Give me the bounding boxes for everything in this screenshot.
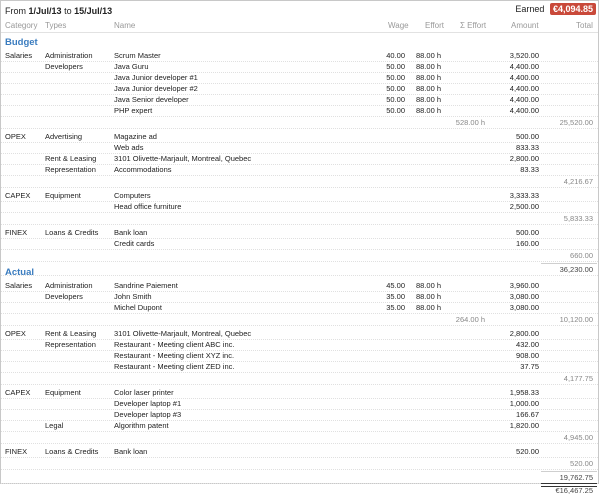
effort-cell: 88.00 h	[415, 62, 441, 71]
col-effort[interactable]: Effort	[425, 21, 444, 30]
wage-cell: 45.00	[386, 281, 405, 290]
amount-cell: 1,000.00	[509, 399, 539, 408]
row-divider	[1, 201, 598, 202]
row-divider	[1, 105, 598, 106]
type-cell: Equipment	[45, 388, 81, 397]
subtotal-rule	[541, 263, 597, 264]
amount-cell: 833.33	[516, 143, 539, 152]
column-headers	[1, 19, 598, 33]
name-cell: Algorithm patent	[114, 421, 169, 430]
earned-summary	[515, 3, 596, 17]
subtotal-value: 520.00	[570, 459, 593, 468]
type-cell: Legal	[45, 421, 64, 430]
name-cell: 3101 Olivette-Marjault, Montreal, Quebec	[114, 154, 252, 163]
amount-cell: 500.00	[516, 228, 539, 237]
row-divider	[1, 313, 598, 314]
col-name[interactable]: Name	[114, 21, 136, 30]
row-divider	[1, 261, 598, 262]
category-cell: CAPEX	[5, 191, 31, 200]
amount-cell: 160.00	[516, 239, 539, 248]
category-cell: Salaries	[5, 281, 33, 290]
wage-cell: 50.00	[386, 106, 405, 115]
amount-cell: 83.33	[520, 165, 539, 174]
name-cell: 3101 Olivette-Marjault, Montreal, Quebec	[114, 329, 252, 338]
col-total[interactable]: Total	[576, 21, 593, 30]
name-cell: Michel Dupont	[114, 303, 162, 312]
name-cell: John Smith	[114, 292, 152, 301]
name-cell: PHP expert	[114, 106, 153, 115]
row-divider	[1, 116, 598, 117]
wage-cell: 50.00	[386, 95, 405, 104]
name-cell: Bank loan	[114, 447, 148, 456]
subtotal-value: 5,833.33	[563, 214, 593, 223]
type-cell: Rent & Leasing	[45, 154, 97, 163]
amount-cell: 37.75	[520, 362, 539, 371]
name-cell: Java Junior developer #1	[114, 73, 198, 82]
row-divider	[1, 128, 598, 129]
row-divider	[1, 420, 598, 421]
name-cell: Accommodations	[114, 165, 172, 174]
row-divider	[1, 431, 598, 432]
effort-cell: 88.00 h	[415, 303, 441, 312]
row-divider	[1, 469, 598, 470]
date-range	[5, 6, 112, 16]
final-total: €16,467.25	[555, 486, 593, 495]
wage-cell: 50.00	[386, 62, 405, 71]
name-cell: Restaurant - Meeting client ZED inc.	[114, 362, 235, 371]
name-cell: Sandrine Paiement	[114, 281, 178, 290]
type-cell: Representation	[45, 340, 96, 349]
type-cell: Loans & Credits	[45, 228, 99, 237]
category-cell: CAPEX	[5, 388, 31, 397]
amount-cell: 2,800.00	[509, 154, 539, 163]
type-cell: Administration	[45, 281, 93, 290]
row-divider	[1, 483, 598, 484]
name-cell: Java Senior developer	[114, 95, 189, 104]
effort-cell: 88.00 h	[415, 292, 441, 301]
name-cell: Credit cards	[114, 239, 155, 248]
category-cell: Salaries	[5, 51, 33, 60]
actual-section-title: Actual	[5, 267, 35, 278]
amount-cell: 3,080.00	[509, 292, 539, 301]
name-cell: Head office furniture	[114, 202, 182, 211]
row-divider	[1, 142, 598, 143]
wage-cell: 50.00	[386, 84, 405, 93]
name-cell: Java Junior developer #2	[114, 84, 198, 93]
subtotal-rule	[541, 471, 597, 472]
name-cell: Java Guru	[114, 62, 149, 71]
amount-cell: 166.67	[516, 410, 539, 419]
col-amount[interactable]: Amount	[511, 21, 539, 30]
to-date[interactable]: 15/Jul/13	[74, 6, 113, 16]
row-divider	[1, 457, 598, 458]
name-cell: Magazine ad	[114, 132, 157, 141]
row-divider	[1, 361, 598, 362]
wage-cell: 50.00	[386, 73, 405, 82]
name-cell: Developer laptop #1	[114, 399, 182, 408]
effort-cell: 88.00 h	[415, 95, 441, 104]
wage-cell: 40.00	[386, 51, 405, 60]
subtotal-value: 4,177.75	[563, 374, 593, 383]
amount-cell: 4,400.00	[509, 95, 539, 104]
sum-effort: 528.00 h	[455, 118, 485, 127]
type-cell: Representation	[45, 165, 96, 174]
row-divider	[1, 384, 598, 385]
amount-cell: 4,400.00	[509, 106, 539, 115]
row-divider	[1, 72, 598, 73]
row-divider	[1, 398, 598, 399]
amount-cell: 500.00	[516, 132, 539, 141]
row-divider	[1, 83, 598, 84]
row-divider	[1, 175, 598, 176]
section-total: 19,762.75	[559, 473, 593, 482]
amount-cell: 4,400.00	[509, 62, 539, 71]
subtotal-value: 660.00	[570, 251, 593, 260]
row-divider	[1, 350, 598, 351]
name-cell: Color laser printer	[114, 388, 174, 397]
row-divider	[1, 238, 598, 239]
from-label: From	[5, 6, 26, 16]
category-cell: FINEX	[5, 447, 28, 456]
row-divider	[1, 187, 598, 188]
col-sum-effort[interactable]: Σ Effort	[460, 21, 487, 30]
sum-effort: 264.00 h	[455, 315, 485, 324]
col-wage[interactable]: Wage	[388, 21, 409, 30]
amount-cell: 1,820.00	[509, 421, 539, 430]
type-cell: Rent & Leasing	[45, 329, 97, 338]
row-divider	[1, 249, 598, 250]
amount-cell: 4,400.00	[509, 84, 539, 93]
row-divider	[1, 302, 598, 303]
name-cell: Scrum Master	[114, 51, 161, 60]
amount-cell: 3,080.00	[509, 303, 539, 312]
type-cell: Advertising	[45, 132, 83, 141]
category-cell: OPEX	[5, 132, 26, 141]
name-cell: Restaurant - Meeting client XYZ inc.	[114, 351, 235, 360]
name-cell: Bank loan	[114, 228, 148, 237]
row-divider	[1, 212, 598, 213]
effort-cell: 88.00 h	[415, 73, 441, 82]
earned-badge: €4,094.85	[550, 3, 596, 15]
amount-cell: 1,958.33	[509, 388, 539, 397]
row-divider	[1, 372, 598, 373]
type-cell: Developers	[45, 292, 83, 301]
effort-cell: 88.00 h	[415, 84, 441, 93]
effort-cell: 88.00 h	[415, 51, 441, 60]
section-total: 36,230.00	[559, 265, 593, 274]
to-label: to	[64, 6, 72, 16]
name-cell: Developer laptop #3	[114, 410, 182, 419]
amount-cell: 3,333.33	[509, 191, 539, 200]
type-cell: Loans & Credits	[45, 447, 99, 456]
type-cell: Equipment	[45, 191, 81, 200]
amount-cell: 3,960.00	[509, 281, 539, 290]
row-divider	[1, 275, 598, 276]
budget-section-title: Budget	[5, 37, 38, 48]
col-category[interactable]: Category	[5, 21, 38, 30]
row-divider	[1, 224, 598, 225]
amount-cell: 2,800.00	[509, 329, 539, 338]
name-cell: Computers	[114, 191, 151, 200]
type-cell: Administration	[45, 51, 93, 60]
amount-cell: 4,400.00	[509, 73, 539, 82]
name-cell: Web ads	[114, 143, 144, 152]
amount-cell: 2,500.00	[509, 202, 539, 211]
earned-label: Earned	[515, 4, 545, 14]
category-cell: OPEX	[5, 329, 26, 338]
row-divider	[1, 443, 598, 444]
subtotal-value: 25,520.00	[559, 118, 593, 127]
name-cell: Restaurant - Meeting client ABC inc.	[114, 340, 235, 349]
amount-cell: 432.00	[516, 340, 539, 349]
type-cell: Developers	[45, 62, 83, 71]
row-divider	[1, 291, 598, 292]
report-header	[1, 1, 598, 19]
row-divider	[1, 61, 598, 62]
from-date[interactable]: 1/Jul/13	[28, 6, 62, 16]
category-cell: FINEX	[5, 228, 28, 237]
wage-cell: 35.00	[386, 292, 405, 301]
row-divider	[1, 325, 598, 326]
row-divider	[1, 94, 598, 95]
subtotal-value: 4,216.67	[563, 177, 593, 186]
effort-cell: 88.00 h	[415, 281, 441, 290]
amount-cell: 520.00	[516, 447, 539, 456]
col-types[interactable]: Types	[45, 21, 67, 30]
amount-cell: 3,520.00	[509, 51, 539, 60]
effort-cell: 88.00 h	[415, 106, 441, 115]
subtotal-value: 10,120.00	[559, 315, 593, 324]
row-divider	[1, 409, 598, 410]
amount-cell: 908.00	[516, 351, 539, 360]
wage-cell: 35.00	[386, 303, 405, 312]
subtotal-value: 4,945.00	[563, 433, 593, 442]
